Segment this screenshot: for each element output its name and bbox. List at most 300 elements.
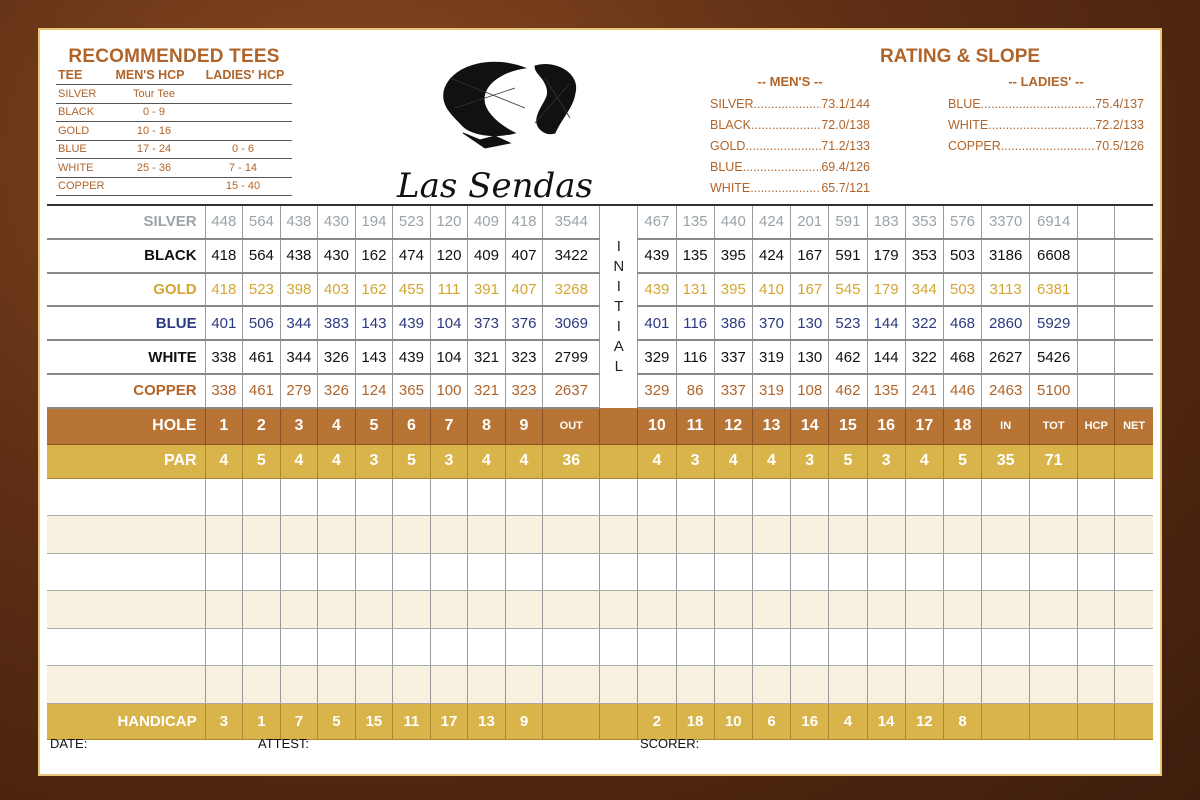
net-cell <box>1115 340 1153 374</box>
yardage-cell: 143 <box>355 340 393 374</box>
yardage-cell: 321 <box>468 340 506 374</box>
par-cell: 4 <box>905 444 943 478</box>
yardage-cell: 179 <box>867 239 905 273</box>
player-name-field[interactable] <box>47 666 205 704</box>
yardage-cell: 111 <box>430 273 468 307</box>
mens-hcp: Tour Tee <box>133 87 175 100</box>
score-field[interactable] <box>393 516 431 554</box>
score-field[interactable] <box>714 628 752 666</box>
yardage-cell: 439 <box>393 306 431 340</box>
hcp-cell <box>1078 205 1115 239</box>
score-field[interactable] <box>676 628 714 666</box>
score-field[interactable] <box>1078 553 1115 591</box>
net-cell <box>1115 273 1153 307</box>
hole-number: 6 <box>393 408 431 445</box>
date-label: DATE: <box>50 736 88 751</box>
hole-number: 3 <box>280 408 318 445</box>
par-cell: 5 <box>393 444 431 478</box>
score-field[interactable] <box>243 478 281 516</box>
score-field[interactable] <box>1115 666 1153 704</box>
score-field[interactable] <box>905 628 943 666</box>
score-field[interactable] <box>468 516 506 554</box>
score-field[interactable] <box>243 666 281 704</box>
handicap-cell: 18 <box>676 703 714 739</box>
out-header: OUT <box>543 408 600 445</box>
score-field[interactable] <box>468 628 506 666</box>
score-field[interactable] <box>982 516 1030 554</box>
score-field[interactable] <box>543 516 600 554</box>
par-out: 36 <box>543 444 600 478</box>
score-field[interactable] <box>1030 666 1078 704</box>
score-field[interactable] <box>829 478 867 516</box>
handicap-cell: 6 <box>752 703 790 739</box>
total-yardage: 5929 <box>1030 306 1078 340</box>
score-field[interactable] <box>355 628 393 666</box>
par-in: 35 <box>982 444 1030 478</box>
yardage-cell: 120 <box>430 239 468 273</box>
score-field[interactable] <box>430 553 468 591</box>
tee-name: WHITE <box>58 161 94 174</box>
yardage-cell: 376 <box>505 306 543 340</box>
score-field[interactable] <box>430 591 468 629</box>
score-field[interactable] <box>943 516 981 554</box>
yardage-cell: 337 <box>714 374 752 408</box>
yardage-cell: 467 <box>638 205 676 239</box>
out-yardage: 3069 <box>543 306 600 340</box>
score-field[interactable] <box>943 553 981 591</box>
score-field[interactable] <box>600 478 638 516</box>
yardage-cell: 398 <box>280 273 318 307</box>
tee-label: WHITE <box>47 340 205 374</box>
score-field[interactable] <box>505 628 543 666</box>
yardage-cell: 144 <box>867 340 905 374</box>
score-field[interactable] <box>1115 553 1153 591</box>
yardage-cell: 461 <box>243 340 281 374</box>
score-field[interactable] <box>280 591 318 629</box>
score-field[interactable] <box>355 516 393 554</box>
score-field[interactable] <box>505 666 543 704</box>
score-field[interactable] <box>355 591 393 629</box>
rating-value: 70.5/126 <box>1095 138 1144 153</box>
yardage-cell: 386 <box>714 306 752 340</box>
yardage-cell: 503 <box>943 273 981 307</box>
score-field[interactable] <box>829 553 867 591</box>
score-field[interactable] <box>752 478 790 516</box>
score-field[interactable] <box>752 591 790 629</box>
tee-label: GOLD <box>47 273 205 307</box>
handicap-cell: 12 <box>905 703 943 739</box>
handicap-cell: 8 <box>943 703 981 739</box>
score-field[interactable] <box>829 628 867 666</box>
score-field[interactable] <box>505 516 543 554</box>
tree-sketch-icon <box>385 48 605 168</box>
score-field[interactable] <box>1115 478 1153 516</box>
score-field[interactable] <box>468 553 506 591</box>
yardage-cell: 104 <box>430 340 468 374</box>
score-field[interactable] <box>543 666 600 704</box>
rating-value: 69.4/126 <box>821 159 870 174</box>
score-field[interactable] <box>1030 628 1078 666</box>
score-field[interactable] <box>752 666 790 704</box>
score-field[interactable] <box>468 591 506 629</box>
score-field[interactable] <box>543 478 600 516</box>
score-field[interactable] <box>714 516 752 554</box>
score-field[interactable] <box>205 553 243 591</box>
par-label: PAR <box>47 444 205 478</box>
player-score-row <box>47 478 1153 516</box>
in-yardage: 2860 <box>982 306 1030 340</box>
score-field[interactable] <box>393 591 431 629</box>
yardage-cell: 116 <box>676 340 714 374</box>
score-field[interactable] <box>205 591 243 629</box>
score-field[interactable] <box>205 666 243 704</box>
rating-tee: COPPER ..... <box>948 139 1095 153</box>
score-field[interactable] <box>430 628 468 666</box>
yardage-cell: 329 <box>638 340 676 374</box>
score-field[interactable] <box>1078 666 1115 704</box>
score-field[interactable] <box>943 628 981 666</box>
score-field[interactable] <box>714 591 752 629</box>
header-tee: TEE <box>58 68 83 82</box>
score-field[interactable] <box>600 591 638 629</box>
yardage-cell: 370 <box>752 306 790 340</box>
score-field[interactable] <box>205 516 243 554</box>
initial-spacer <box>600 703 638 739</box>
handicap-cell: 7 <box>280 703 318 739</box>
yardage-cell: 167 <box>791 273 829 307</box>
scorer-label: SCORER: <box>640 736 700 751</box>
yardage-cell: 430 <box>318 205 356 239</box>
score-field[interactable] <box>829 591 867 629</box>
score-field[interactable] <box>243 553 281 591</box>
score-field[interactable] <box>318 591 356 629</box>
score-field[interactable] <box>543 628 600 666</box>
ladies-hcp: 0 - 6 <box>231 143 254 156</box>
score-field[interactable] <box>205 478 243 516</box>
score-field[interactable] <box>829 516 867 554</box>
handicap-cell: 2 <box>638 703 676 739</box>
total-yardage: 6914 <box>1030 205 1078 239</box>
yardage-cell: 468 <box>943 340 981 374</box>
player-name-field[interactable] <box>47 628 205 666</box>
in-header: IN <box>982 408 1030 445</box>
yardage-cell: 401 <box>638 306 676 340</box>
mens-hcp: 0 - 9 <box>142 106 165 119</box>
score-field[interactable] <box>468 666 506 704</box>
score-field[interactable] <box>1078 516 1115 554</box>
yardage-cell: 344 <box>905 273 943 307</box>
yardage-cell: 116 <box>676 306 714 340</box>
score-field[interactable] <box>905 478 943 516</box>
ladies-label: -- LADIES' -- <box>1008 74 1084 89</box>
score-field[interactable] <box>714 666 752 704</box>
par-cell: 3 <box>430 444 468 478</box>
score-field[interactable] <box>1030 516 1078 554</box>
player-score-row <box>47 516 1153 554</box>
score-field[interactable] <box>676 553 714 591</box>
score-field[interactable] <box>791 553 829 591</box>
yardage-cell: 564 <box>243 205 281 239</box>
initial-letter: T <box>614 297 624 315</box>
score-field[interactable] <box>505 591 543 629</box>
score-field[interactable] <box>280 628 318 666</box>
rating-value: 72.0/138 <box>821 117 870 132</box>
hole-label: HOLE <box>47 408 205 445</box>
mens-hcp: 10 - 16 <box>136 124 172 137</box>
header-ladies-hcp: LADIES' HCP <box>205 68 285 82</box>
hcp-header: HCP <box>1078 408 1115 445</box>
score-field[interactable] <box>905 666 943 704</box>
net-cell <box>1115 306 1153 340</box>
score-field[interactable] <box>205 628 243 666</box>
score-field[interactable] <box>1030 478 1078 516</box>
score-field[interactable] <box>1115 591 1153 629</box>
score-field[interactable] <box>752 516 790 554</box>
handicap-cell: 13 <box>468 703 506 739</box>
tee-name: GOLD <box>58 124 90 137</box>
yardage-cell: 395 <box>714 273 752 307</box>
par-cell: 3 <box>355 444 393 478</box>
score-field[interactable] <box>905 553 943 591</box>
yardage-cell: 523 <box>393 205 431 239</box>
score-field[interactable] <box>943 591 981 629</box>
player-name-field[interactable] <box>47 591 205 629</box>
in-yardage: 2627 <box>982 340 1030 374</box>
out-yardage: 3544 <box>543 205 600 239</box>
score-field[interactable] <box>600 553 638 591</box>
score-field[interactable] <box>638 628 676 666</box>
score-field[interactable] <box>393 628 431 666</box>
score-field[interactable] <box>867 666 905 704</box>
score-field[interactable] <box>600 628 638 666</box>
initial-letter: I <box>616 237 621 255</box>
yardage-cell: 401 <box>205 306 243 340</box>
par-cell: 4 <box>318 444 356 478</box>
score-field[interactable] <box>982 591 1030 629</box>
player-score-row <box>47 591 1153 629</box>
score-field[interactable] <box>638 666 676 704</box>
tee-label: COPPER <box>47 374 205 408</box>
yardage-cell: 183 <box>867 205 905 239</box>
rating-value: 73.1/144 <box>821 96 870 111</box>
score-field[interactable] <box>393 553 431 591</box>
attest-label: ATTEST: <box>258 736 310 751</box>
tee-row-silver <box>47 205 1153 239</box>
score-field[interactable] <box>982 478 1030 516</box>
rating-value: 72.2/133 <box>1095 117 1144 132</box>
yardage-cell: 365 <box>393 374 431 408</box>
yardage-cell: 179 <box>867 273 905 307</box>
score-field[interactable] <box>982 666 1030 704</box>
initial-column <box>600 205 638 408</box>
yardage-cell: 409 <box>468 239 506 273</box>
score-field[interactable] <box>867 591 905 629</box>
yardage-cell: 448 <box>205 205 243 239</box>
score-field[interactable] <box>280 553 318 591</box>
score-field[interactable] <box>393 666 431 704</box>
hole-number: 11 <box>676 408 714 445</box>
yardage-cell: 430 <box>318 239 356 273</box>
score-field[interactable] <box>905 591 943 629</box>
player-name-field[interactable] <box>47 553 205 591</box>
initial-letter: I <box>616 277 621 295</box>
score-field[interactable] <box>714 553 752 591</box>
rating-line <box>710 177 870 198</box>
score-field[interactable] <box>638 553 676 591</box>
score-field[interactable] <box>600 516 638 554</box>
score-field[interactable] <box>505 478 543 516</box>
rating-line <box>948 114 1144 135</box>
par-cell: 5 <box>943 444 981 478</box>
yardage-cell: 591 <box>829 205 867 239</box>
score-field[interactable] <box>867 516 905 554</box>
in-yardage: 2463 <box>982 374 1030 408</box>
hole-number: 8 <box>468 408 506 445</box>
score-field[interactable] <box>943 666 981 704</box>
score-field[interactable] <box>752 628 790 666</box>
score-field[interactable] <box>430 516 468 554</box>
score-field[interactable] <box>243 628 281 666</box>
par-cell: 5 <box>829 444 867 478</box>
yardage-cell: 418 <box>205 239 243 273</box>
yardage-cell: 407 <box>505 273 543 307</box>
handicap-cell: 3 <box>205 703 243 739</box>
yardage-cell: 383 <box>318 306 356 340</box>
score-field[interactable] <box>982 628 1030 666</box>
score-field[interactable] <box>318 478 356 516</box>
yardage-cell: 322 <box>905 340 943 374</box>
yardage-cell: 338 <box>205 374 243 408</box>
score-field[interactable] <box>867 628 905 666</box>
score-field[interactable] <box>676 478 714 516</box>
in-yardage: 3113 <box>982 273 1030 307</box>
score-field[interactable] <box>355 666 393 704</box>
score-field[interactable] <box>867 478 905 516</box>
handicap-empty <box>1115 703 1153 739</box>
hole-number: 14 <box>791 408 829 445</box>
score-field[interactable] <box>1078 478 1115 516</box>
score-field[interactable] <box>243 516 281 554</box>
score-field[interactable] <box>430 478 468 516</box>
score-field[interactable] <box>1115 628 1153 666</box>
score-field[interactable] <box>600 666 638 704</box>
hole-number: 4 <box>318 408 356 445</box>
score-field[interactable] <box>676 591 714 629</box>
yardage-cell: 241 <box>905 374 943 408</box>
score-field[interactable] <box>393 478 431 516</box>
handicap-label: HANDICAP <box>47 703 205 739</box>
par-cell: 4 <box>752 444 790 478</box>
score-field[interactable] <box>430 666 468 704</box>
score-field[interactable] <box>714 478 752 516</box>
yardage-cell: 323 <box>505 340 543 374</box>
score-field[interactable] <box>791 666 829 704</box>
score-field[interactable] <box>280 516 318 554</box>
score-field[interactable] <box>468 478 506 516</box>
yardage-cell: 321 <box>468 374 506 408</box>
yardage-cell: 424 <box>752 205 790 239</box>
yardage-cell: 130 <box>791 340 829 374</box>
player-name-field[interactable] <box>47 478 205 516</box>
score-field[interactable] <box>791 516 829 554</box>
score-field[interactable] <box>1030 553 1078 591</box>
player-name-field[interactable] <box>47 516 205 554</box>
score-field[interactable] <box>829 666 867 704</box>
score-field[interactable] <box>676 666 714 704</box>
rating-line <box>710 93 870 114</box>
score-field[interactable] <box>280 666 318 704</box>
score-field[interactable] <box>318 516 356 554</box>
score-field[interactable] <box>1115 516 1153 554</box>
score-field[interactable] <box>355 478 393 516</box>
yardage-cell: 326 <box>318 374 356 408</box>
hole-number: 18 <box>943 408 981 445</box>
score-field[interactable] <box>318 553 356 591</box>
score-field[interactable] <box>676 516 714 554</box>
yardage-cell: 503 <box>943 239 981 273</box>
par-cell: 3 <box>867 444 905 478</box>
handicap-cell: 5 <box>318 703 356 739</box>
score-field[interactable] <box>1030 591 1078 629</box>
total-yardage: 5100 <box>1030 374 1078 408</box>
yardage-cell: 124 <box>355 374 393 408</box>
in-yardage: 3370 <box>982 205 1030 239</box>
yardage-cell: 100 <box>430 374 468 408</box>
rating-line <box>710 156 870 177</box>
score-field[interactable] <box>638 591 676 629</box>
score-field[interactable] <box>791 478 829 516</box>
initial-spacer <box>600 408 638 445</box>
in-yardage: 3186 <box>982 239 1030 273</box>
score-field[interactable] <box>905 516 943 554</box>
yardage-cell: 439 <box>638 273 676 307</box>
score-field[interactable] <box>543 591 600 629</box>
rating-line <box>710 135 870 156</box>
par-row <box>47 444 1153 478</box>
yardage-cell: 545 <box>829 273 867 307</box>
score-field[interactable] <box>943 478 981 516</box>
score-field[interactable] <box>638 516 676 554</box>
yardage-cell: 523 <box>829 306 867 340</box>
yardage-cell: 194 <box>355 205 393 239</box>
handicap-cell: 14 <box>867 703 905 739</box>
score-field[interactable] <box>752 553 790 591</box>
score-field[interactable] <box>867 553 905 591</box>
player-score-row <box>47 666 1153 704</box>
score-field[interactable] <box>791 591 829 629</box>
score-field[interactable] <box>1078 628 1115 666</box>
out-yardage: 2637 <box>543 374 600 408</box>
yardage-cell: 438 <box>280 205 318 239</box>
tee-name: SILVER <box>58 87 97 100</box>
score-field[interactable] <box>638 478 676 516</box>
score-field[interactable] <box>318 666 356 704</box>
score-field[interactable] <box>791 628 829 666</box>
yardage-cell: 446 <box>943 374 981 408</box>
tee-label: BLACK <box>47 239 205 273</box>
score-field[interactable] <box>243 591 281 629</box>
tot-header: TOT <box>1030 408 1078 445</box>
score-field[interactable] <box>355 553 393 591</box>
score-field[interactable] <box>1078 591 1115 629</box>
total-yardage: 6381 <box>1030 273 1078 307</box>
score-field[interactable] <box>505 553 543 591</box>
score-field[interactable] <box>280 478 318 516</box>
score-field[interactable] <box>318 628 356 666</box>
score-field[interactable] <box>982 553 1030 591</box>
score-field[interactable] <box>543 553 600 591</box>
initial-letter: L <box>614 357 623 375</box>
